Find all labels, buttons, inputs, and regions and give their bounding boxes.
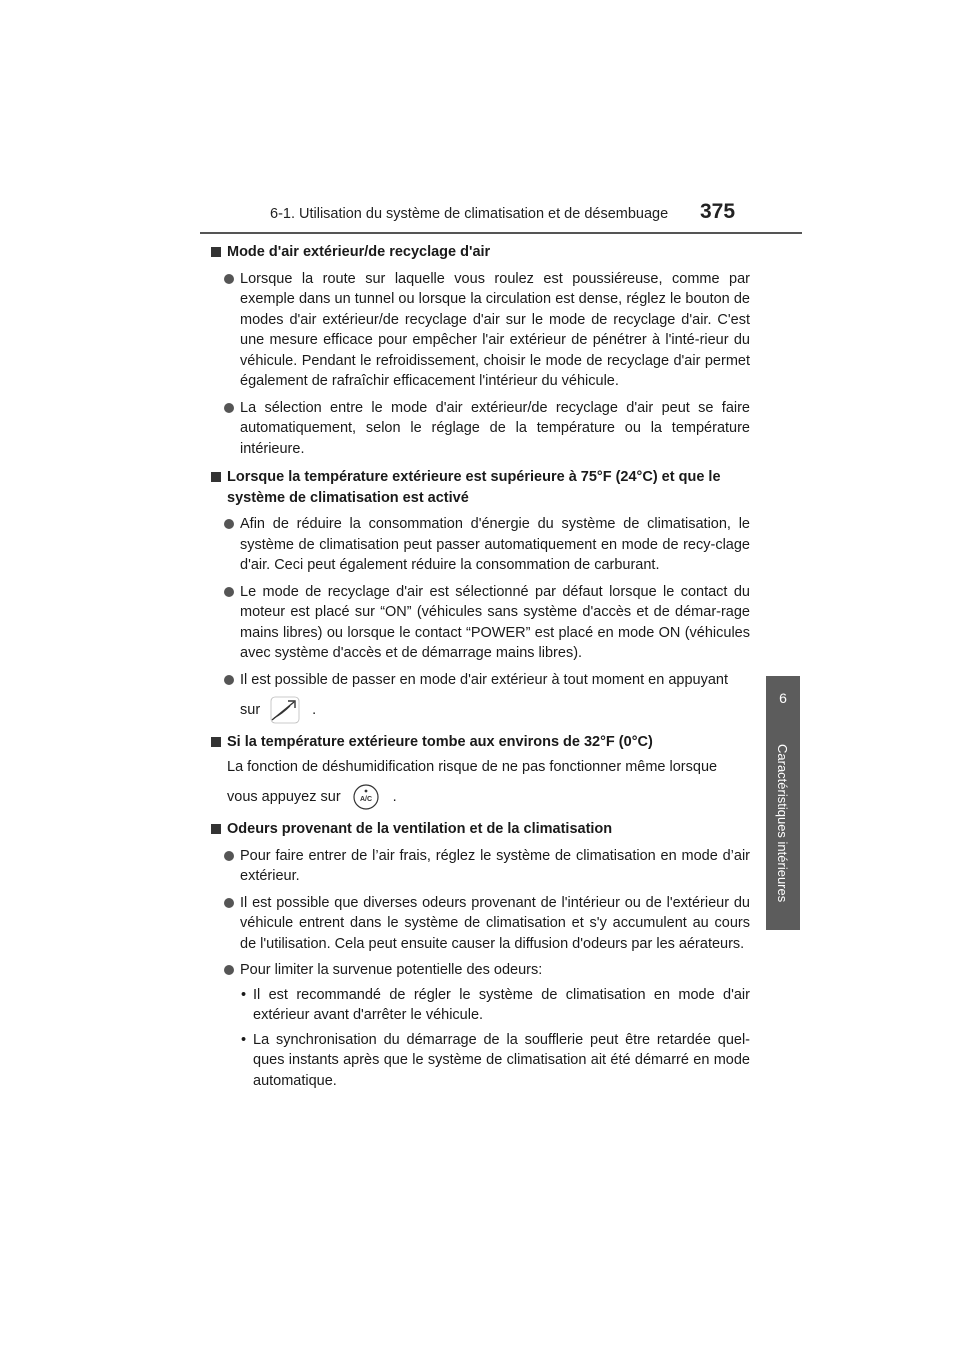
icon-line bbox=[227, 783, 750, 811]
list-item-text: Pour faire entrer de l’air frais, réglez le système de climatisation en mode d’air extérieur. bbox=[240, 847, 750, 884]
chapter-label: Caractéristiques intérieures bbox=[775, 744, 790, 903]
round-bullet-icon bbox=[224, 965, 234, 975]
heading-text: Lorsque la température extérieure est supérieure à 75°F (24°C) et que le système de climatisation est activé bbox=[227, 469, 721, 506]
square-bullet-icon bbox=[211, 737, 221, 747]
icon-line-prefix: vous appuyez sur bbox=[227, 788, 341, 805]
list-item bbox=[211, 514, 750, 576]
chapter-number: 6 bbox=[779, 690, 787, 706]
round-bullet-icon bbox=[224, 403, 234, 413]
icon-line bbox=[240, 696, 750, 724]
header-rule bbox=[200, 232, 802, 234]
page-number: 375 bbox=[700, 200, 736, 223]
list-item bbox=[211, 893, 750, 955]
paragraph-text: La fonction de déshumidification risque de ne pas fonctionner même lorsque bbox=[227, 758, 718, 775]
section-heading bbox=[211, 242, 750, 263]
section-heading bbox=[211, 467, 750, 508]
round-bullet-icon bbox=[224, 519, 234, 529]
round-bullet-icon bbox=[224, 675, 234, 685]
section-low-outside-temperature bbox=[211, 732, 750, 811]
round-bullet-icon bbox=[224, 274, 234, 284]
icon-line-suffix: . bbox=[312, 701, 317, 718]
paragraph bbox=[211, 757, 750, 812]
list-item-text: La sélection entre le mode d'air extérieur/de recyclage d'air peut se faire automatiquement, selon le réglage de la température ou la température intérieure. bbox=[240, 399, 750, 457]
sub-list-item-text: Il est recommandé de régler le système de climatisation en mode d'air extérieur avant d'arrêter le véhicule. bbox=[253, 986, 750, 1023]
round-bullet-icon bbox=[224, 898, 234, 908]
round-bullet-icon bbox=[224, 587, 234, 597]
list-item bbox=[211, 670, 750, 725]
list-item bbox=[211, 398, 750, 460]
svg-text:A/C: A/C bbox=[359, 796, 372, 803]
section-heading bbox=[211, 819, 750, 840]
content bbox=[211, 242, 750, 1099]
outside-air-button-icon bbox=[270, 696, 300, 724]
sub-list-item-text: La synchronisation du démarrage de la soufflerie peut être retardée quel-ques instants après que le système de climatisation ait été démarré en mode automatique. bbox=[253, 1031, 750, 1089]
list-item-text: Il est possible de passer en mode d'air extérieur à tout moment en appuyant bbox=[240, 671, 728, 688]
list-item bbox=[211, 269, 750, 392]
square-bullet-icon bbox=[211, 472, 221, 482]
icon-line-prefix: sur bbox=[240, 701, 261, 718]
list-item-text: Le mode de recyclage d'air est sélectionné par défaut lorsque le contact du moteur est placé sur “ON” (véhicules sans système d'accès et de démar-rage mains libres) ou lorsque le contact “POWER” est placé en mode ON (véhicules avec système d'accès et de démarrage mains libres). bbox=[240, 583, 750, 661]
list-item-text: Pour limiter la survenue potentielle des odeurs: bbox=[240, 962, 543, 978]
list-item-text: Lorsque la route sur laquelle vous roulez est poussiéreuse, comme par exemple dans un tunnel ou lorsque la circulation est dense, réglez le bouton de modes d'air extérieur/de recyclage d'air sur le mode de recyclage d'air. C'est une mesure efficace pour empêcher l'air extérieur de pénétrer à l'inté-rieur du véhicule. Pendant le refroidissement, choisir le mode de recyclage d'air permet également de rafraîchir efficacement l'intérieur du véhicule. bbox=[240, 270, 750, 389]
list-item-text: Afin de réduire la consommation d'énergie du système de climatisation, le système de climatisation peut passer automatiquement en mode de recy-clage d'air. Ceci peut également réduire la consommation de carburant. bbox=[240, 516, 750, 573]
sub-list-item bbox=[211, 985, 750, 1026]
section-outside-recirc-mode bbox=[211, 242, 750, 459]
list-item bbox=[211, 960, 750, 981]
list-item bbox=[211, 582, 750, 664]
sub-bullet-mark: • bbox=[241, 986, 247, 1003]
heading-text: Si la température extérieure tombe aux environs de 32°F (0°C) bbox=[227, 734, 653, 750]
sub-bullet-mark: • bbox=[241, 1031, 247, 1048]
icon-line-suffix: . bbox=[392, 788, 397, 805]
sub-list-item bbox=[211, 1030, 750, 1092]
list-item bbox=[211, 846, 750, 887]
section-high-outside-temperature bbox=[211, 467, 750, 724]
chapter-side-tab bbox=[766, 676, 800, 930]
section-odors bbox=[211, 819, 750, 1091]
ac-button-icon bbox=[351, 783, 381, 811]
list-item-text: Il est possible que diverses odeurs provenant de l'intérieur ou de l'extérieur du véhicule entrent dans le système de climatisation et s'y accumulent au cours de l'utilisation. Cela peut ensuite causer la diffusion d'odeurs par les aérateurs. bbox=[240, 894, 750, 952]
square-bullet-icon bbox=[211, 247, 221, 257]
square-bullet-icon bbox=[211, 824, 221, 834]
heading-text: Odeurs provenant de la ventilation et de la climatisation bbox=[227, 821, 613, 837]
section-heading bbox=[211, 732, 750, 753]
heading-text: Mode d'air extérieur/de recyclage d'air bbox=[227, 244, 491, 260]
round-bullet-icon bbox=[224, 851, 234, 861]
header-title: 6-1. Utilisation du système de climatisation et de désembuage bbox=[270, 206, 669, 222]
